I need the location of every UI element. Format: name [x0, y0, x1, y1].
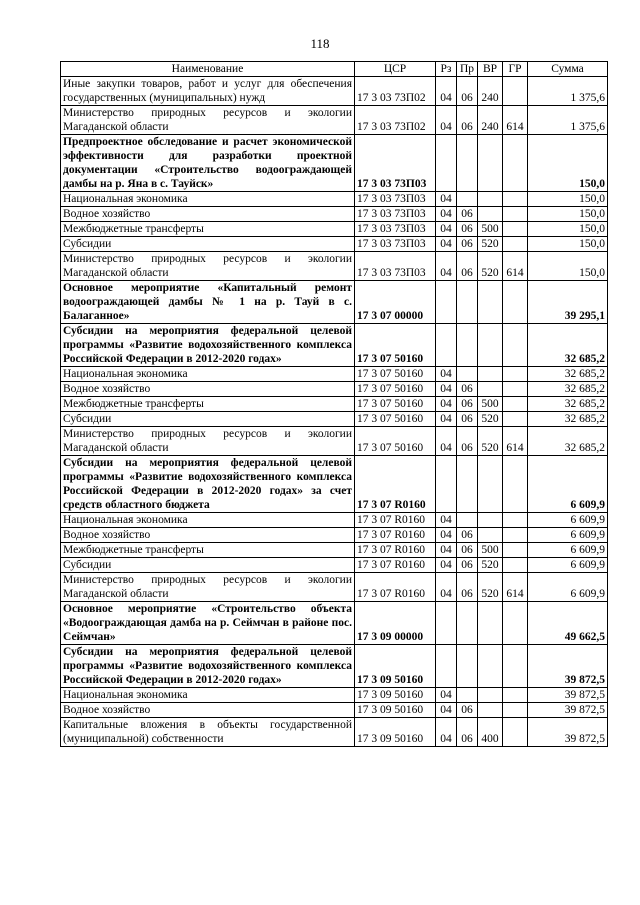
cell-rz: 04 [436, 688, 457, 703]
cell-rz: 04 [436, 207, 457, 222]
cell-rz [436, 645, 457, 688]
cell-rz: 04 [436, 77, 457, 106]
table-row [61, 77, 608, 106]
table-row [61, 222, 608, 237]
cell-gr: 614 [503, 573, 528, 602]
cell-csr: 17 3 07 R0160 [355, 513, 436, 528]
cell-vr [478, 513, 503, 528]
cell-name: Субсидии [61, 558, 355, 573]
cell-name: Водное хозяйство [61, 703, 355, 718]
cell-pr: 06 [457, 237, 478, 252]
table-row [61, 135, 608, 192]
table-header-row [61, 62, 608, 77]
table-body [61, 77, 608, 747]
cell-gr [503, 718, 528, 747]
cell-sum: 6 609,9 [528, 456, 608, 513]
cell-csr: 17 3 09 50160 [355, 645, 436, 688]
cell-sum: 150,0 [528, 207, 608, 222]
cell-gr [503, 192, 528, 207]
cell-csr: 17 3 03 73П03 [355, 135, 436, 192]
cell-csr: 17 3 03 73П03 [355, 207, 436, 222]
cell-sum: 150,0 [528, 192, 608, 207]
cell-name: Водное хозяйство [61, 528, 355, 543]
cell-gr [503, 558, 528, 573]
cell-vr [478, 324, 503, 367]
cell-sum: 1 375,6 [528, 106, 608, 135]
cell-sum: 32 685,2 [528, 397, 608, 412]
cell-sum: 6 609,9 [528, 513, 608, 528]
cell-csr: 17 3 07 50160 [355, 397, 436, 412]
cell-rz [436, 456, 457, 513]
cell-sum: 32 685,2 [528, 427, 608, 456]
cell-rz: 04 [436, 192, 457, 207]
cell-rz: 04 [436, 543, 457, 558]
column-header-vr: ВР [478, 62, 503, 77]
cell-name: Субсидии на мероприятия федеральной целевой программы «Развитие водохозяйственного комплекса Российской Федерации в 2012-2020 годах» [61, 324, 355, 367]
cell-csr: 17 3 07 R0160 [355, 558, 436, 573]
cell-gr [503, 222, 528, 237]
cell-pr [457, 456, 478, 513]
cell-csr: 17 3 07 00000 [355, 281, 436, 324]
cell-sum: 150,0 [528, 222, 608, 237]
cell-name: Основное мероприятие «Капитальный ремонт водоограждающей дамбы № 1 на р. Тауй в с. Балаганное» [61, 281, 355, 324]
cell-sum: 6 609,9 [528, 528, 608, 543]
cell-vr: 500 [478, 397, 503, 412]
cell-csr: 17 3 03 73П02 [355, 106, 436, 135]
cell-vr [478, 382, 503, 397]
table-row [61, 427, 608, 456]
cell-gr [503, 77, 528, 106]
cell-sum: 39 872,5 [528, 645, 608, 688]
cell-pr [457, 367, 478, 382]
cell-sum: 1 375,6 [528, 77, 608, 106]
cell-pr: 06 [457, 412, 478, 427]
cell-pr [457, 192, 478, 207]
table-row [61, 703, 608, 718]
cell-gr [503, 237, 528, 252]
cell-pr: 06 [457, 703, 478, 718]
cell-rz: 04 [436, 513, 457, 528]
cell-vr [478, 135, 503, 192]
cell-csr: 17 3 03 73П02 [355, 77, 436, 106]
cell-sum: 49 662,5 [528, 602, 608, 645]
cell-pr [457, 135, 478, 192]
cell-sum: 150,0 [528, 135, 608, 192]
cell-csr: 17 3 07 50160 [355, 324, 436, 367]
cell-csr: 17 3 09 50160 [355, 703, 436, 718]
cell-sum: 6 609,9 [528, 573, 608, 602]
cell-pr: 06 [457, 558, 478, 573]
table-row [61, 237, 608, 252]
cell-vr: 500 [478, 222, 503, 237]
cell-gr [503, 513, 528, 528]
cell-vr: 400 [478, 718, 503, 747]
cell-gr [503, 207, 528, 222]
table-row [61, 718, 608, 747]
cell-vr [478, 528, 503, 543]
cell-csr: 17 3 09 50160 [355, 718, 436, 747]
cell-csr: 17 3 07 50160 [355, 412, 436, 427]
cell-pr: 06 [457, 222, 478, 237]
cell-sum: 32 685,2 [528, 412, 608, 427]
cell-gr [503, 688, 528, 703]
cell-name: Национальная экономика [61, 513, 355, 528]
cell-vr: 520 [478, 237, 503, 252]
cell-gr [503, 703, 528, 718]
cell-pr: 06 [457, 718, 478, 747]
cell-pr: 06 [457, 573, 478, 602]
cell-csr: 17 3 03 73П03 [355, 237, 436, 252]
cell-csr: 17 3 07 R0160 [355, 573, 436, 602]
column-header-rz: Рз [436, 62, 457, 77]
cell-rz: 04 [436, 397, 457, 412]
cell-rz: 04 [436, 528, 457, 543]
cell-csr: 17 3 09 50160 [355, 688, 436, 703]
cell-csr: 17 3 07 50160 [355, 382, 436, 397]
cell-vr [478, 192, 503, 207]
cell-name: Межбюджетные трансферты [61, 543, 355, 558]
table-row [61, 688, 608, 703]
cell-gr [503, 528, 528, 543]
cell-sum: 32 685,2 [528, 367, 608, 382]
cell-csr: 17 3 07 R0160 [355, 456, 436, 513]
budget-table [60, 61, 608, 747]
cell-pr: 06 [457, 207, 478, 222]
cell-pr: 06 [457, 382, 478, 397]
cell-vr: 240 [478, 106, 503, 135]
cell-gr [503, 543, 528, 558]
cell-gr [503, 456, 528, 513]
cell-csr: 17 3 03 73П03 [355, 252, 436, 281]
cell-gr: 614 [503, 106, 528, 135]
cell-gr [503, 281, 528, 324]
cell-name: Министерство природных ресурсов и экологии Магаданской области [61, 573, 355, 602]
cell-name: Субсидии на мероприятия федеральной целевой программы «Развитие водохозяйственного комплекса Российской Федерации в 2012-2020 годах» за счет средств областного бюджета [61, 456, 355, 513]
cell-sum: 39 295,1 [528, 281, 608, 324]
table-row [61, 558, 608, 573]
cell-name: Министерство природных ресурсов и экологии Магаданской области [61, 252, 355, 281]
cell-gr [503, 645, 528, 688]
table-row [61, 602, 608, 645]
cell-sum: 39 872,5 [528, 688, 608, 703]
cell-pr [457, 602, 478, 645]
table-row [61, 543, 608, 558]
cell-rz: 04 [436, 718, 457, 747]
cell-pr [457, 324, 478, 367]
cell-vr: 520 [478, 427, 503, 456]
cell-csr: 17 3 07 R0160 [355, 528, 436, 543]
cell-sum: 39 872,5 [528, 703, 608, 718]
cell-rz [436, 135, 457, 192]
cell-sum: 32 685,2 [528, 382, 608, 397]
cell-name: Капитальные вложения в объекты государственной (муниципальной) собственности [61, 718, 355, 747]
column-header-csr: ЦСР [355, 62, 436, 77]
cell-name: Национальная экономика [61, 192, 355, 207]
cell-rz: 04 [436, 573, 457, 602]
cell-csr: 17 3 03 73П03 [355, 222, 436, 237]
cell-rz: 04 [436, 237, 457, 252]
table-row [61, 573, 608, 602]
cell-sum: 39 872,5 [528, 718, 608, 747]
cell-gr [503, 397, 528, 412]
cell-pr: 06 [457, 543, 478, 558]
cell-vr [478, 281, 503, 324]
cell-csr: 17 3 07 R0160 [355, 543, 436, 558]
cell-csr: 17 3 07 50160 [355, 427, 436, 456]
cell-pr [457, 645, 478, 688]
cell-rz [436, 602, 457, 645]
cell-pr: 06 [457, 427, 478, 456]
cell-name: Субсидии на мероприятия федеральной целевой программы «Развитие водохозяйственного комплекса Российской Федерации в 2012-2020 годах» [61, 645, 355, 688]
table-row [61, 456, 608, 513]
table-row [61, 412, 608, 427]
cell-rz: 04 [436, 106, 457, 135]
cell-gr [503, 135, 528, 192]
column-header-name: Наименование [61, 62, 355, 77]
cell-name: Предпроектное обследование и расчет экономической эффективности для разработки проектной документации «Строительство водоограждающей дамбы на р. Яна в с. Тауйск» [61, 135, 355, 192]
cell-pr [457, 688, 478, 703]
cell-vr [478, 703, 503, 718]
cell-rz [436, 324, 457, 367]
cell-name: Министерство природных ресурсов и экологии Магаданской области [61, 106, 355, 135]
cell-pr [457, 281, 478, 324]
cell-rz: 04 [436, 252, 457, 281]
cell-vr [478, 456, 503, 513]
cell-name: Национальная экономика [61, 688, 355, 703]
cell-rz: 04 [436, 412, 457, 427]
cell-gr: 614 [503, 252, 528, 281]
cell-gr [503, 382, 528, 397]
cell-sum: 150,0 [528, 237, 608, 252]
cell-pr: 06 [457, 528, 478, 543]
table-row [61, 207, 608, 222]
cell-name: Субсидии [61, 412, 355, 427]
cell-pr: 06 [457, 397, 478, 412]
cell-vr [478, 645, 503, 688]
cell-vr: 500 [478, 543, 503, 558]
cell-csr: 17 3 03 73П03 [355, 192, 436, 207]
table-row [61, 252, 608, 281]
cell-vr: 520 [478, 412, 503, 427]
cell-vr: 520 [478, 573, 503, 602]
table-row [61, 513, 608, 528]
cell-name: Национальная экономика [61, 367, 355, 382]
cell-name: Межбюджетные трансферты [61, 397, 355, 412]
cell-rz: 04 [436, 222, 457, 237]
cell-vr [478, 207, 503, 222]
table-row [61, 192, 608, 207]
table-row [61, 324, 608, 367]
table-row [61, 367, 608, 382]
cell-pr [457, 513, 478, 528]
cell-gr: 614 [503, 427, 528, 456]
cell-gr [503, 367, 528, 382]
table-row [61, 382, 608, 397]
cell-gr [503, 602, 528, 645]
column-header-sum: Сумма [528, 62, 608, 77]
cell-vr: 520 [478, 558, 503, 573]
cell-rz: 04 [436, 382, 457, 397]
cell-name: Водное хозяйство [61, 382, 355, 397]
cell-vr [478, 367, 503, 382]
cell-pr: 06 [457, 77, 478, 106]
cell-name: Водное хозяйство [61, 207, 355, 222]
cell-rz [436, 281, 457, 324]
cell-rz: 04 [436, 367, 457, 382]
cell-sum: 32 685,2 [528, 324, 608, 367]
cell-rz: 04 [436, 703, 457, 718]
table-row [61, 106, 608, 135]
cell-name: Основное мероприятие «Строительство объекта «Водоограждающая дамба на р. Сеймчан в районе пос. Сеймчан» [61, 602, 355, 645]
table-row [61, 645, 608, 688]
column-header-pr: Пр [457, 62, 478, 77]
table-row [61, 528, 608, 543]
cell-csr: 17 3 07 50160 [355, 367, 436, 382]
cell-vr [478, 688, 503, 703]
page-number: 118 [310, 36, 330, 51]
cell-name: Межбюджетные трансферты [61, 222, 355, 237]
cell-name: Субсидии [61, 237, 355, 252]
cell-gr [503, 324, 528, 367]
cell-rz: 04 [436, 558, 457, 573]
cell-sum: 6 609,9 [528, 558, 608, 573]
cell-name: Иные закупки товаров, работ и услуг для обеспечения государственных (муниципальных) нужд [61, 77, 355, 106]
cell-vr: 240 [478, 77, 503, 106]
cell-sum: 6 609,9 [528, 543, 608, 558]
cell-csr: 17 3 09 00000 [355, 602, 436, 645]
cell-rz: 04 [436, 427, 457, 456]
cell-vr [478, 602, 503, 645]
cell-vr: 520 [478, 252, 503, 281]
cell-pr: 06 [457, 106, 478, 135]
cell-gr [503, 412, 528, 427]
table-row [61, 281, 608, 324]
column-header-gr: ГР [503, 62, 528, 77]
cell-name: Министерство природных ресурсов и экологии Магаданской области [61, 427, 355, 456]
cell-sum: 150,0 [528, 252, 608, 281]
table-row [61, 397, 608, 412]
cell-pr: 06 [457, 252, 478, 281]
